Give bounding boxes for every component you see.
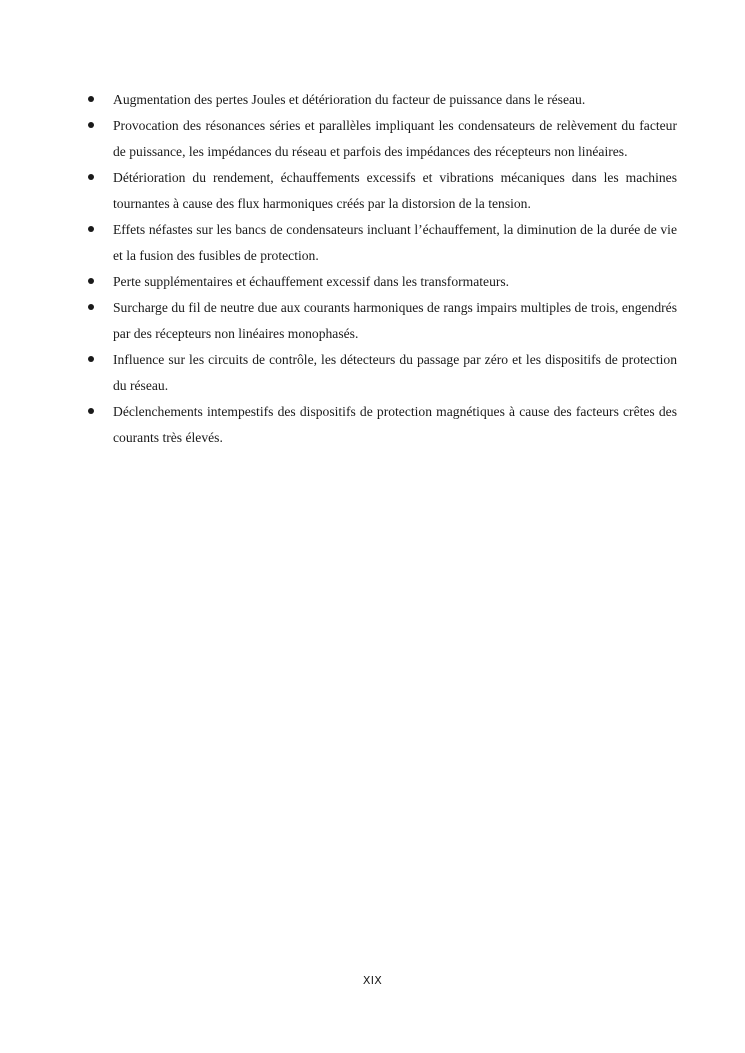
list-item: [84, 269, 677, 295]
bullet-icon: [88, 304, 94, 310]
bullet-icon: [88, 174, 94, 180]
list-item: [84, 217, 677, 269]
bullet-icon: [88, 226, 94, 232]
list-item: [84, 399, 677, 451]
bullet-icon: [88, 356, 94, 362]
list-item-text: Influence sur les circuits de contrôle, les détecteurs du passage par zéro et les dispositifs de protection du réseau.: [113, 352, 677, 393]
list-item-text: Détérioration du rendement, échauffements excessifs et vibrations mécaniques dans les machines tournantes à cause des flux harmoniques créés par la distorsion de la tension.: [113, 170, 677, 211]
list-item: [84, 87, 677, 113]
bullet-icon: [88, 122, 94, 128]
list-item-text: Provocation des résonances séries et parallèles impliquant les condensateurs de relèvement du facteur de puissance, les impédances du réseau et parfois des impédances des récepteurs non linéaires.: [113, 118, 677, 159]
list-item-text: Effets néfastes sur les bancs de condensateurs incluant l’échauffement, la diminution de la durée de vie et la fusion des fusibles de protection.: [113, 222, 677, 263]
bullet-icon: [88, 408, 94, 414]
bullet-icon: [88, 96, 94, 102]
list-item: [84, 113, 677, 165]
list-item: [84, 295, 677, 347]
bullet-list: [84, 87, 677, 451]
list-item-text: Surcharge du fil de neutre due aux courants harmoniques de rangs impairs multiples de trois, engendrés par des récepteurs non linéaires monophasés.: [113, 300, 677, 341]
list-item-text: Augmentation des pertes Joules et détérioration du facteur de puissance dans le réseau.: [113, 92, 586, 107]
bullet-icon: [88, 278, 94, 284]
list-item: [84, 165, 677, 217]
list-item: [84, 347, 677, 399]
page-number: XIX: [362, 974, 383, 987]
list-item-text: Perte supplémentaires et échauffement excessif dans les transformateurs.: [113, 274, 510, 289]
list-item-text: Déclenchements intempestifs des dispositifs de protection magnétiques à cause des facteurs crêtes des courants très élevés.: [113, 404, 677, 445]
